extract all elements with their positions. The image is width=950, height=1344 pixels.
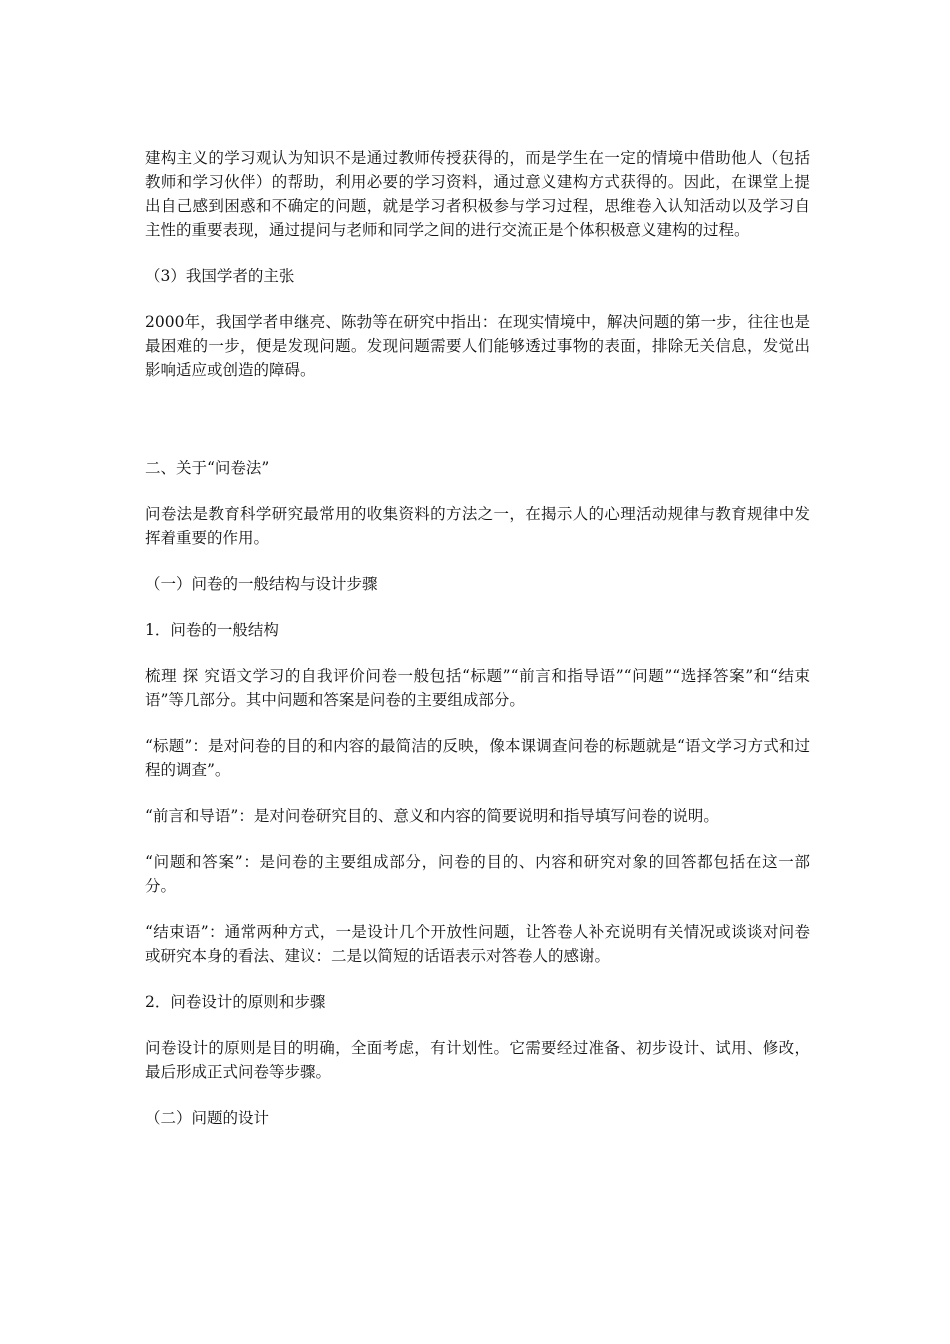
document-body	[145, 146, 810, 1130]
subheading-general-structure: 1．问卷的一般结构	[145, 621, 279, 639]
heading-scholars-view: （3）我国学者的主张	[145, 267, 295, 285]
paragraph-2000-research: 2000年，我国学者申继亮、陈勃等在研究中指出：在现实情境中，解决问题的第一步，往往也是最困难的一步，便是发现问题。发现问题需要人们能够透过事物的表面，排除无关信息，发觉出影响适应或创造的障碍。	[145, 313, 810, 379]
paragraph-title-definition: “标题”：是对问卷的目的和内容的最简洁的反映，像本课调查问卷的标题就是“语文学习方式和过程的调查”。	[145, 737, 810, 779]
paragraph-structure-overview: 梳理 探 究语文学习的自我评价问卷一般包括“标题”“前言和指导语”“问题”“选择答案”和“结束语”等几部分。其中问题和答案是问卷的主要组成部分。	[145, 667, 810, 709]
subheading-structure-and-steps: （一）问卷的一般结构与设计步骤	[145, 575, 378, 593]
subheading-design-principles: 2．问卷设计的原则和步骤	[145, 993, 326, 1011]
section-heading-questionnaire-method: 二、关于“问卷法”	[145, 459, 270, 477]
paragraph-preface-definition: “前言和导语”：是对问卷研究目的、意义和内容的简要说明和指导填写问卷的说明。	[145, 807, 719, 825]
subheading-question-design: （二）问题的设计	[145, 1109, 270, 1127]
paragraph-design-principles: 问卷设计的原则是目的明确，全面考虑，有计划性。它需要经过准备、初步设计、试用、修改，最后形成正式问卷等步骤。	[145, 1039, 810, 1081]
paragraph-questionnaire-intro: 问卷法是教育科学研究最常用的收集资料的方法之一，在揭示人的心理活动规律与教育规律中发挥着重要的作用。	[145, 505, 810, 547]
paragraph-closing-definition: “结束语”：通常两种方式，一是设计几个开放性问题，让答卷人补充说明有关情况或谈谈对问卷或研究本身的看法、建议：二是以简短的话语表示对答卷人的感谢。	[145, 923, 810, 965]
paragraph-questions-answers-definition: “问题和答案”：是问卷的主要组成部分，问卷的目的、内容和研究对象的回答都包括在这一部分。	[145, 853, 810, 895]
paragraph-constructivism: 建构主义的学习观认为知识不是通过教师传授获得的，而是学生在一定的情境中借助他人（包括教师和学习伙伴）的帮助，利用必要的学习资料，通过意义建构方式获得的。因此，在课堂上提出自己感到困惑和不确定的问题，就是学习者积极参与学习过程，思维卷入认知活动以及学习自主性的重要表现，通过提问与老师和同学之间的进行交流正是个体积极意义建构的过程。	[145, 149, 810, 239]
